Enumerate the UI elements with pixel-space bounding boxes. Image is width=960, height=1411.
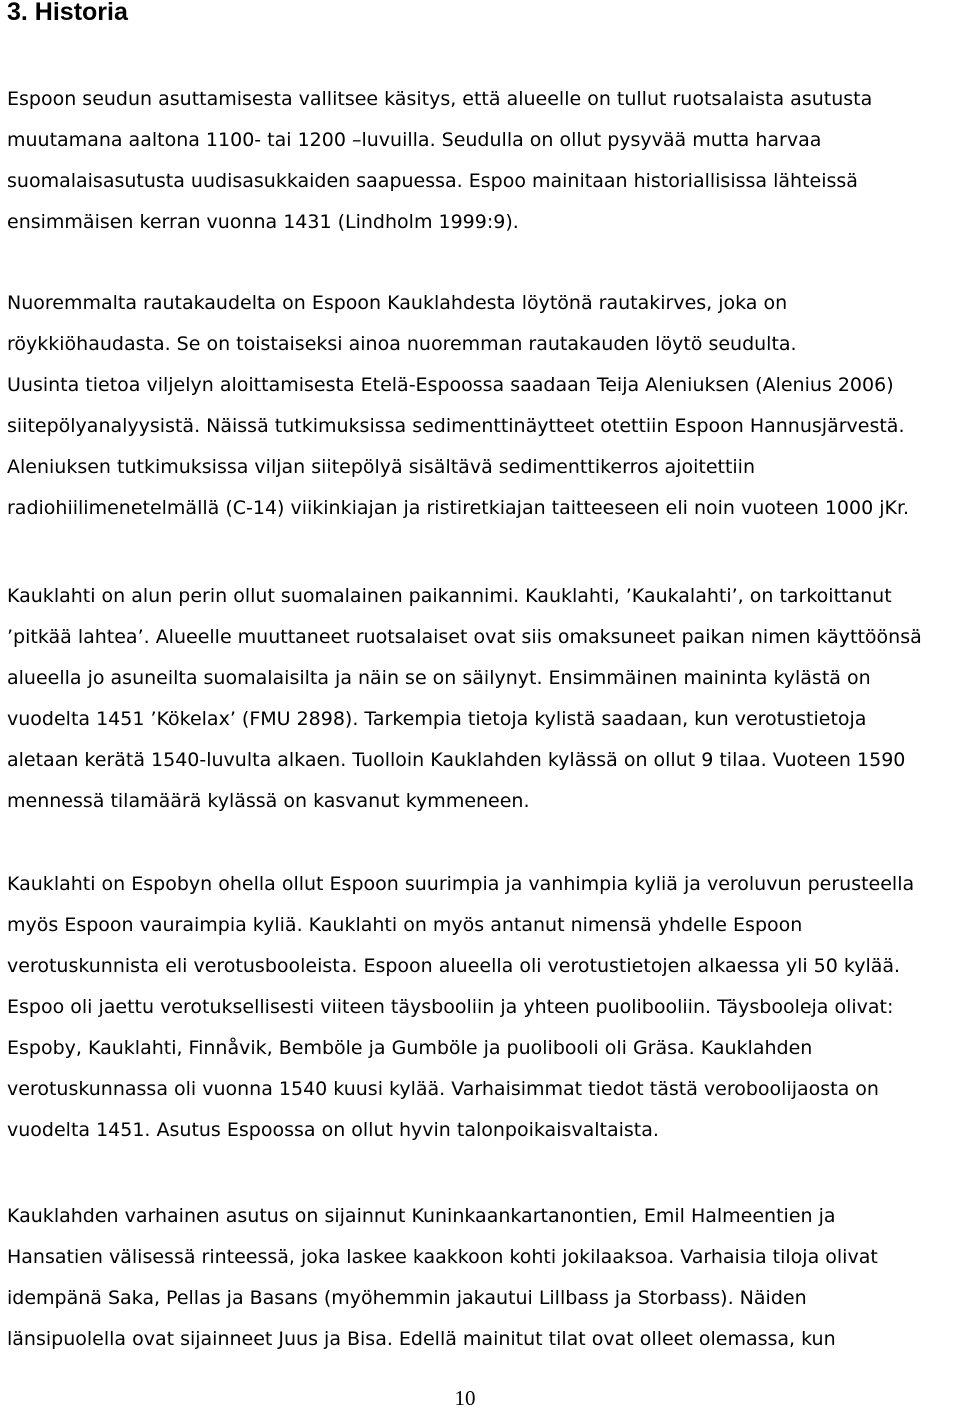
text-line: ’pitkää lahtea’. Alueelle muuttaneet ruotsalaiset ovat siis omaksuneet paikan nimen käyttöönsä [7, 626, 922, 648]
text-line: Espoo oli jaettu verotuksellisesti viiteen täysbooliin ja yhteen puolibooliin. Täysbooleja olivat: [7, 996, 894, 1018]
text-line: idempänä Saka, Pellas ja Basans (myöhemmin jakautui Lillbass ja Storbass). Näiden [7, 1287, 807, 1309]
text-line: ensimmäisen kerran vuonna 1431 (Lindholm 1999:9). [7, 211, 519, 233]
text-line: radiohiilimenetelmällä (C-14) viikinkiajan ja ristiretkiajan taitteeseen eli noin vuoteen 1000 jKr. [7, 497, 910, 519]
text-line: myös Espoon vauraimpia kyliä. Kauklahti on myös antanut nimensä yhdelle Espoon [7, 914, 803, 936]
text-line: vuodelta 1451. Asutus Espoossa on ollut hyvin talonpoikaisvaltaista. [7, 1119, 659, 1141]
text-line: verotuskunnista eli verotusbooleista. Espoon alueella oli verotustietojen alkaessa yli 50 kylää. [7, 955, 901, 977]
text-line: Uusinta tietoa viljelyn aloittamisesta Etelä-Espoossa saadaan Teija Aleniuksen (Alenius 2006) [7, 374, 894, 396]
text-line: siitepölyanalyysistä. Näissä tutkimuksissa sedimenttinäytteet otettiin Espoon Hannusjärvestä. [7, 415, 905, 437]
text-line: Hansatien välisessä rinteessä, joka laskee kaakkoon kohti jokilaaksoa. Varhaisia tiloja olivat [7, 1246, 878, 1268]
text-line: länsipuolella ovat sijainneet Juus ja Bisa. Edellä mainitut tilat ovat olleet olemassa, kun [7, 1328, 836, 1350]
text-line: suomalaisasutusta uudisasukkaiden saapuessa. Espoo mainitaan historiallisissa lähteissä [7, 170, 858, 192]
text-line: mennessä tilamäärä kylässä on kasvanut kymmeneen. [7, 790, 530, 812]
text-line: vuodelta 1451 ’Kökelax’ (FMU 2898). Tarkempia tietoja kylistä saadaan, kun verotustietoja [7, 708, 867, 730]
text-line: aletaan kerätä 1540-luvulta alkaen. Tuolloin Kauklahden kylässä on ollut 9 tilaa. Vuoteen 1590 [7, 749, 906, 771]
text-line: alueella jo asuneilta suomalaisilta ja näin se on säilynyt. Ensimmäinen maininta kylästä on [7, 667, 871, 689]
paragraph-2 [7, 283, 909, 529]
page-number: 10 [454, 1386, 476, 1410]
text-line: Espoon seudun asuttamisesta vallitsee käsitys, että alueelle on tullut ruotsalaista asutusta [7, 88, 873, 110]
text-line: Aleniuksen tutkimuksissa viljan siitepölyä sisältävä sedimenttikerros ajoitettiin [7, 456, 756, 478]
paragraph-5 [7, 1196, 878, 1360]
text-line: Kauklahti on Espobyn ohella ollut Espoon suurimpia ja vanhimpia kyliä ja veroluvun perusteella [7, 873, 915, 895]
paragraph-1 [7, 79, 872, 243]
text-line: Nuoremmalta rautakaudelta on Espoon Kauklahdesta löytönä rautakirves, joka on [7, 292, 788, 314]
text-line: Kauklahden varhainen asutus on sijainnut Kuninkaankartanontien, Emil Halmeentien ja [7, 1205, 836, 1227]
text-line: verotuskunnassa oli vuonna 1540 kuusi kylää. Varhaisimmat tiedot tästä veroboolijaosta on [7, 1078, 879, 1100]
text-line: Kauklahti on alun perin ollut suomalainen paikannimi. Kauklahti, ’Kaukalahti’, on tarkoittanut [7, 585, 892, 607]
section-heading: 3. Historia [7, 0, 128, 26]
text-line: röykkiöhaudasta. Se on toistaiseksi ainoa nuoremman rautakauden löytö seudulta. [7, 333, 797, 355]
text-line: muutamana aaltona 1100- tai 1200 –luvuilla. Seudulla on ollut pysyvää mutta harvaa [7, 129, 822, 151]
text-line: Espoby, Kauklahti, Finnåvik, Bemböle ja Gumböle ja puolibooli oli Gräsa. Kauklahden [7, 1037, 813, 1059]
paragraph-3 [7, 576, 922, 822]
paragraph-4 [7, 864, 914, 1151]
